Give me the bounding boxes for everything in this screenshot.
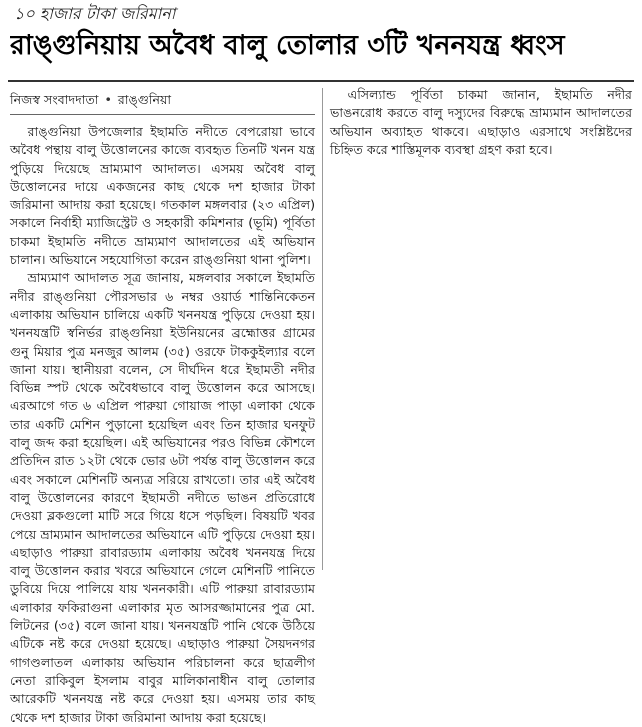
byline-separator: • <box>104 92 112 107</box>
byline-rule <box>10 114 315 115</box>
headline-rule <box>8 80 634 82</box>
byline-location: রাঙ্গুনিয়া <box>117 92 172 107</box>
article-column-left <box>10 90 315 727</box>
kicker: ১০ হাজার টাকা জরিমানা <box>14 4 176 23</box>
paragraph-1: রাঙ্গুনিয়া উপজেলার ইছামতি নদীতে বেপরোয়া ভাবে অবৈধ পন্থায় বালু উত্তোলনের কাজে ব্যবহৃত তিনটি খনন যন্ত্র পুড়িয়ে দিয়েছে ভ্রাম্যমাণ আদালত। এসময় অবৈধ বালু উত্তোলনের দায়ে একজনের কাছ থেকে দশ হাজার টাকা জরিমানা আদায় করা হয়েছে। গতকাল মঙ্গলবার (২৩ এপ্রিল) সকালে নির্বাহী ম্যাজিস্ট্রেট ও সহকারী কমিশনার (ভূমি) পূর্বিতা চাকমা ইছামতি নদীতে ভ্রাম্যমাণ আদালতের এই অভিযান চালান। অভিযানে সহযোগিতা করেন রাঙ্গুনিয়া থানা পুলিশ। <box>10 124 315 268</box>
byline-author: নিজস্ব সংবাদদাতা <box>10 92 99 107</box>
headline: রাঙ্গুনিয়ায় অবৈধ বালু তোলার ৩টি খননযন্ত্র ধ্বংস <box>10 30 565 61</box>
paragraph-3: এসিল্যান্ড পূর্বিতা চাকমা জানান, ইছামতি নদীর ভাঙনরোধ করতে বালু দস্যুদের বিরুদ্ধে ভ্রাম্যমান আদালতের অভিযান অব্যাহত থাকবে। এছাড়াও এরসাথে সংশ্লিষ্টদের চিহ্নিত করে শাস্তিমূলক ব্যবস্থা গ্রহণ করা হবে। <box>330 87 632 157</box>
article-column-right <box>330 86 632 159</box>
column-divider <box>322 88 323 570</box>
byline <box>10 90 315 110</box>
paragraph-2: ভ্রাম্যমাণ আদালত সূত্র জানায়, মঙ্গলবার সকালে ইছামতি নদীর রাঙ্গুনিয়া পৌরসভার ৬ নম্বর ওয়ার্ড শান্তিনিকেতন এলাকায় অভিযান চালিয়ে একটি খননযন্ত্র পুড়িয়ে দেওয়া হয়। খননযন্ত্রটি স্বনির্ভর রাঙ্গুনিয়া ইউনিয়নের ব্রহ্মোত্তর গ্রামের গুনু মিয়ার পুত্র মনজুর আলম (৩৫) ওরফে টাককুইল্যার বলে জানা যায়। স্থানীয়রা বলেন, সে দীর্ঘদিন ধরে ইছামতী নদীর বিভিন্ন স্পট থেকে অবৈধভাবে বালু উত্তোলন করে আসছে। এরআগে গত ৬ এপ্রিল পারুয়া গোয়াজ পাড়া এলাকা থেকে তার একটি মেশিন পুড়ানো হয়েছিল এবং তিন হাজার ঘনফুট বালু জব্দ করা হয়েছিল। এই অভিযানের পরও বিভিন্ন কৌশলে প্রতিদিন রাত ১২টা থেকে ভোর ৬টা পর্যন্ত বালু উত্তোলন করে এবং সকালে মেশিনটি অন্যত্র সরিয়ে রাখতো। তার এই অবৈধ বালু উত্তোলনের কারণে ইছামতী নদীতে ভাঙন প্রতিরোধে দেওয়া ব্লকগুলো মাটি সরে গিয়ে ধসে পড়ছিল। বিষয়টি খবর পেয়ে ভ্রাম্যমান আদালতের অভিযানে এটি পুড়িয়ে দেওয়া হয়। এছাড়াও পারুয়া রাবারড্যাম এলাকায় অবৈধ খননযন্ত্র দিয়ে বালু উত্তোলন করার খবরে অভিযানে গেলে মেশিনটি পানিতে ডুবিয়ে দিয়ে পালিয়ে যায় খননকারী। এটি পারুয়া রাবারড্যাম এলাকার ফকিরাগুনা এলাকার মৃত আসরজ্জামানের পুত্র মো. লিটনের (৩৫) বলে জানা যায়। খননযন্ত্রটি পানি থেকে উঠিয়ে এটিকে নষ্ট করে দেওয়া হয়েছে। এছাড়াও পারুয়া সৈয়দনগর গাগণ্ডলাতল এলাকায় অভিযান পরিচালনা করে ছাত্রলীগ নেতা রাকিবুল ইসলাম বাবুর মালিকানাধীন বালু তোলার আরেকটি খননযন্ত্র নষ্ট করে দেওয়া হয়। এসময় তার কাছ থেকে দশ হাজার টাকা জরিমানা আদায় করা হয়েছে। <box>10 270 315 725</box>
